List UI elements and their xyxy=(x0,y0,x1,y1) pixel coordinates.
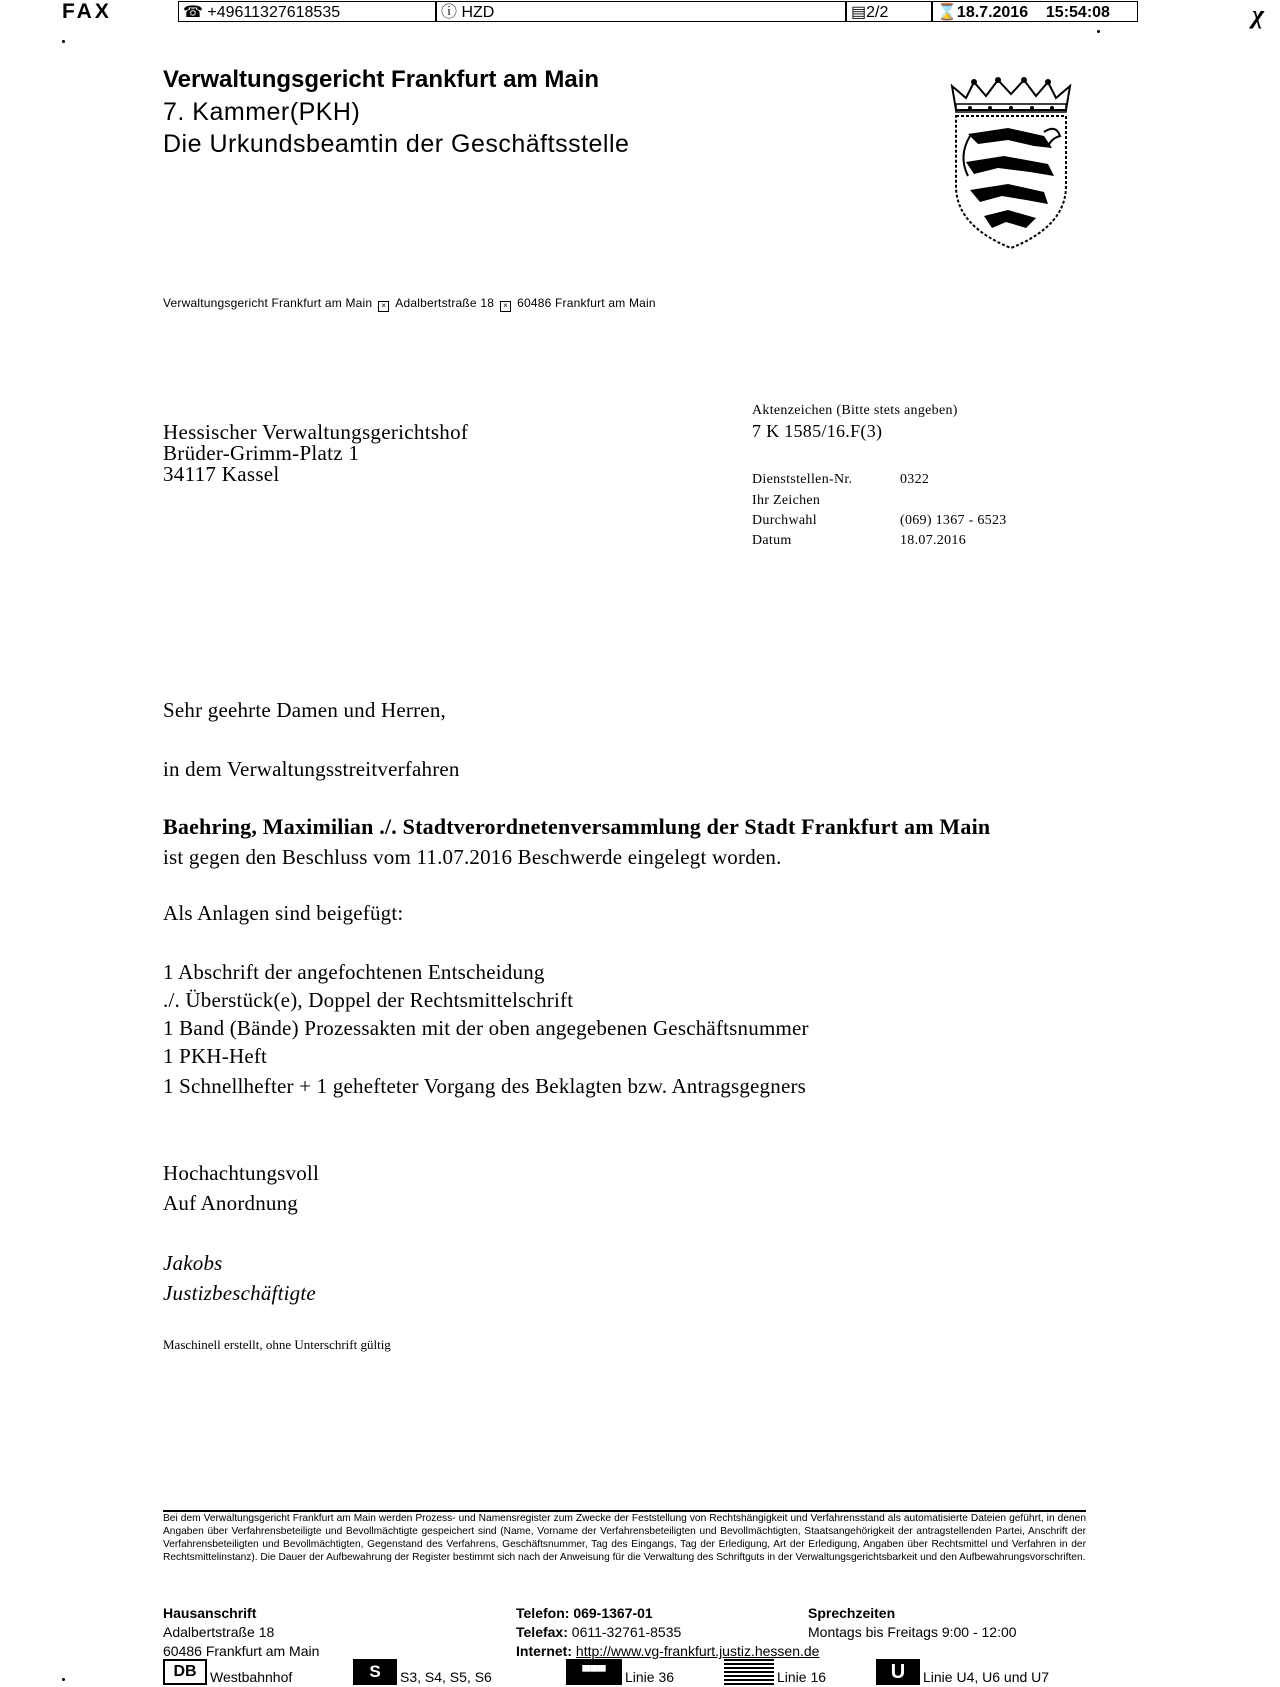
fax-sender-box xyxy=(436,1,846,22)
footer-contact: Telefon: 069-1367-01 Telefax: 0611-32761-8535 Internet: http://www.vg-frankfurt.justiz.hessen.de xyxy=(516,1605,820,1659)
fax-phone: +49611327618535 xyxy=(207,4,341,21)
fax-label-footer: Telefax xyxy=(516,1624,564,1640)
direct-dial-row xyxy=(752,513,1007,529)
phone-label: Telefon xyxy=(516,1605,565,1621)
reference-label: Aktenzeichen (Bitte stets angeben) xyxy=(752,403,958,418)
attachment-item: 1 Band (Bände) Prozessakten mit der oben angegebenen Geschäftsnummer xyxy=(163,1016,809,1040)
fax-sender: HZD xyxy=(461,4,495,21)
transit-db xyxy=(163,1659,292,1686)
your-reference-row xyxy=(752,493,820,509)
fax-page-box xyxy=(846,1,932,22)
office-number-label: Dienststellen-Nr. xyxy=(752,472,853,487)
bus-icon xyxy=(724,1659,774,1685)
your-reference-label: Ihr Zeichen xyxy=(752,493,821,508)
fax-mark: χ xyxy=(1252,0,1265,29)
attachment-item: 1 Abschrift der angefochtenen Entscheidung xyxy=(163,960,545,984)
footer-address xyxy=(163,1604,319,1661)
fax-date: 18.7.2016 xyxy=(956,4,1029,21)
fax-datetime-box xyxy=(932,1,1138,22)
recipient-city: 34117 Kassel xyxy=(163,462,280,486)
sender-address-line xyxy=(163,296,656,312)
privacy-notice: Bei dem Verwaltungsgericht Frankfurt am Main werden Prozess- und Namensregister zum Zwecke der Feststellung von Rechtshängigkeit und Verfahrensstand als automatisierte Dateien geführt, in denen Angaben über Verfahrensbeteiligte und Bevollmächtigte gespeichert sind (Name, Vorname der Verfahrensbeteiligten und Bevollmächtigten, Staatsangehörigkeit der antragstellenden Partei, Anschrift der Verfahrensbeteiligten und Bevollmächtigten, Gegenstand des Verfahrens, Geschäftsnummer, Tag des Eingangs, Tag der Erledigung, Art der Erledigung, Angaben über Rechtsmittel und Verfahren in der Rechtsmittelinstanz). Die Dauer der Aufbewahrung der Register bestimmt sich nach der Anweisung für die Verwaltung des Schriftguts in der Verwaltungsgerichtsbarkeit und den Aufbewahrungsvorschriften. xyxy=(163,1513,1086,1563)
office-number-value: 0322 xyxy=(900,472,930,487)
separator-icon: × xyxy=(500,301,511,312)
date-label: Datum xyxy=(752,533,792,548)
phone-value: 069-1367-01 xyxy=(573,1605,653,1621)
page-icon: ▤ xyxy=(851,4,867,21)
u-bahn-icon: U xyxy=(876,1659,920,1685)
transit-u-bahn xyxy=(876,1659,1049,1686)
by-order: Auf Anordnung xyxy=(163,1191,299,1215)
attachment-item: 1 Schnellhefter + 1 gehefteter Vorgang des Beklagten bzw. Antragsgegners xyxy=(163,1074,807,1098)
fax-time: 15:54:08 xyxy=(1045,4,1110,21)
scan-speck xyxy=(62,1678,65,1681)
separator-icon: × xyxy=(378,301,389,312)
fax-phone-box xyxy=(178,1,436,22)
date-row xyxy=(752,533,966,549)
court-chamber: 7. Kammer(PKH) xyxy=(163,98,361,126)
transit-db-label: Westbahnhof xyxy=(210,1669,293,1685)
transit-s-bahn xyxy=(353,1659,492,1686)
scan-speck xyxy=(62,40,65,43)
hours-value: Montags bis Freitags 9:00 - 12:00 xyxy=(808,1624,1017,1640)
info-circle-icon: ⓘ xyxy=(441,4,458,21)
telephone-icon: ☎ xyxy=(183,4,203,21)
hours-heading: Sprechzeiten xyxy=(808,1605,896,1621)
date-value: 18.07.2016 xyxy=(900,533,966,548)
transit-bus-label: Linie 16 xyxy=(777,1669,827,1685)
closing: Hochachtungsvoll xyxy=(163,1161,320,1185)
fax-page: 2/2 xyxy=(866,4,889,21)
court-name: Verwaltungsgericht Frankfurt am Main xyxy=(163,66,600,93)
tram-icon: ▀▀▀ xyxy=(566,1659,622,1685)
transit-u-label: Linie U4, U6 und U7 xyxy=(923,1669,1050,1685)
transit-bus xyxy=(724,1659,826,1686)
reference-block xyxy=(752,403,958,442)
recipient-address xyxy=(163,422,468,485)
salutation: Sehr geehrte Damen und Herren, xyxy=(163,698,446,722)
attachments-intro: Als Anlagen sind beigefügt: xyxy=(163,901,404,925)
attachment-item: ./. Überstück(e), Doppel der Rechtsmittelschrift xyxy=(163,988,574,1012)
sender-line-city: 60486 Frankfurt am Main xyxy=(517,296,656,310)
sender-line-court: Verwaltungsgericht Frankfurt am Main xyxy=(163,296,373,310)
recipient-name: Hessischer Verwaltungsgerichtshof xyxy=(163,420,469,444)
db-logo-icon: DB xyxy=(163,1659,207,1685)
hessen-coat-of-arms-icon xyxy=(948,76,1074,252)
recipient-street: Brüder-Grimm-Platz 1 xyxy=(163,441,360,465)
fax-value: 0611-32761-8535 xyxy=(571,1624,682,1640)
intro-line: in dem Verwaltungsstreitverfahren xyxy=(163,757,460,781)
direct-dial-label: Durchwahl xyxy=(752,513,817,528)
footer-office-hours xyxy=(808,1604,1017,1642)
s-bahn-icon: S xyxy=(353,1659,397,1685)
court-clerk: Die Urkundsbeamtin der Geschäftsstelle xyxy=(163,130,630,158)
sender-line-street: Adalbertstraße 18 xyxy=(395,296,495,310)
signer-title: Justizbeschäftigte xyxy=(163,1281,316,1305)
internet-label: Internet xyxy=(516,1643,568,1659)
address-city: 60486 Frankfurt am Main xyxy=(163,1643,320,1659)
hourglass-icon: ⌛ xyxy=(937,4,957,21)
reference-value: 7 K 1585/16.F(3) xyxy=(752,421,883,441)
case-parties: Baehring, Maximilian ./. Stadtverordnetenversammlung der Stadt Frankfurt am Main xyxy=(163,814,991,839)
signer-name: Jakobs xyxy=(163,1251,223,1275)
transit-tram-label: Linie 36 xyxy=(625,1669,675,1685)
transit-s-label: S3, S4, S5, S6 xyxy=(400,1669,492,1685)
machine-generated-note: Maschinell erstellt, ohne Unterschrift gültig xyxy=(163,1337,391,1352)
appeal-statement: ist gegen den Beschluss vom 11.07.2016 Beschwerde eingelegt worden. xyxy=(163,845,782,869)
attachment-item: 1 PKH-Heft xyxy=(163,1044,268,1068)
scan-speck xyxy=(1097,30,1100,33)
transit-tram xyxy=(566,1659,674,1686)
internet-link[interactable]: http://www.vg-frankfurt.justiz.hessen.de xyxy=(575,1643,820,1659)
direct-dial-value: (069) 1367 - 6523 xyxy=(900,513,1007,528)
address-heading: Hausanschrift xyxy=(163,1605,257,1621)
office-number-row xyxy=(752,472,930,488)
fax-label: FAX xyxy=(62,0,112,23)
address-street: Adalbertstraße 18 xyxy=(163,1624,275,1640)
